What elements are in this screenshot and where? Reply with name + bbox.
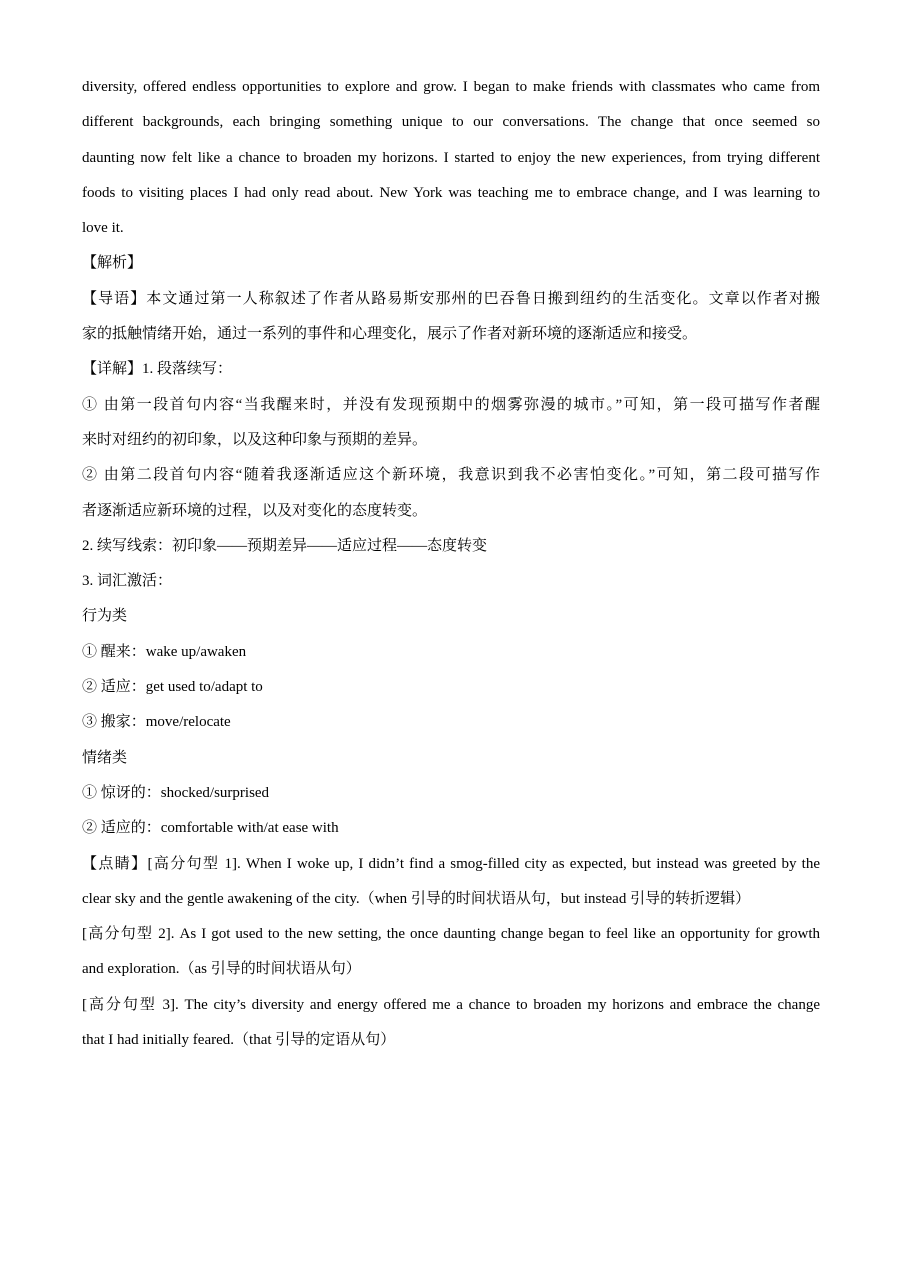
vocab-heading: 3. 词汇激活： [82,573,173,590]
text-line: and exploration.（as 引导的时间状语从句） [82,961,361,978]
list-item: ② 适应的：comfortable with/at ease with [82,820,339,837]
detail-heading: 【详解】1. 段落续写： [82,361,233,378]
text-line: 【点睛】[高分句型 1]. When I woke up, I didn’t find a smog-filled city as expected, but instead was greeted by the [82,855,820,872]
text-line: diversity, offered endless opportunities to explore and grow. I began to make friends with classmates who came from [82,79,820,95]
list-item: ① 惊讶的：shocked/surprised [82,784,270,801]
highlight-sentence-2 [82,917,820,988]
detail-point-2 [82,458,820,529]
highlight-sentence-1 [82,847,820,918]
text-line: love it. [82,220,124,237]
text-line: [高分句型 2]. As I got used to the new setting, the once daunting change began to feel like an opportunity for growth [82,926,820,943]
list-item: ① 醒来：wake up/awaken [82,643,247,660]
behavior-heading: 行为类 [82,608,128,625]
text-line: 【导语】本文通过第一人称叙述了作者从路易斯安那州的巴吞鲁日搬到纽约的生活变化。文章以作者对搬 [82,290,820,307]
writing-clues: 2. 续写线索：初印象——预期差异——适应过程——态度转变 [82,537,488,554]
text-line: 来时对纽约的初印象，以及这种印象与预期的差异。 [82,431,428,448]
text-line: 家的抵触情绪开始，通过一系列的事件和心理变化，展示了作者对新环境的逐渐适应和接受。 [82,326,698,343]
detail-point-1 [82,388,820,459]
emotion-heading: 情绪类 [82,749,128,766]
text-line: [高分句型 3]. The city’s diversity and energy offered me a chance to broaden my horizons and embrace the change [82,996,820,1013]
text-line: that I had initially feared.（that 引导的定语从句） [82,1032,396,1049]
text-line: different backgrounds, each bringing something unique to our conversations. The change that once seemed so [82,114,820,131]
text-line: clear sky and the gentle awakening of the city.（when 引导的时间状语从句，but instead 引导的转折逻辑） [82,890,751,907]
guide-paragraph [82,282,820,353]
emotion-list [82,776,820,847]
text-line: daunting now felt like a chance to broaden my horizons. I started to enjoy the new experiences, from trying different [82,149,820,166]
analysis-heading: 【解析】 [82,255,143,272]
text-line: ① 由第一段首句内容“当我醒来时，并没有发现预期中的烟雾弥漫的城市。”可知，第一段可描写作者醒 [82,396,820,413]
highlight-sentence-3 [82,988,820,1059]
essay-paragraph [82,70,820,246]
text-line: ② 由第二段首句内容“随着我逐渐适应这个新环境，我意识到我不必害怕变化。”可知，第二段可描写作 [82,467,820,484]
behavior-list [82,635,820,741]
list-item: ② 适应：get used to/adapt to [82,679,263,696]
page-content [82,70,820,1058]
text-line: foods to visiting places I had only read about. New York was teaching me to embrace change, and I was learning to [82,184,820,201]
list-item: ③ 搬家：move/relocate [82,714,231,731]
text-line: 者逐渐适应新环境的过程，以及对变化的态度转变。 [82,502,428,519]
